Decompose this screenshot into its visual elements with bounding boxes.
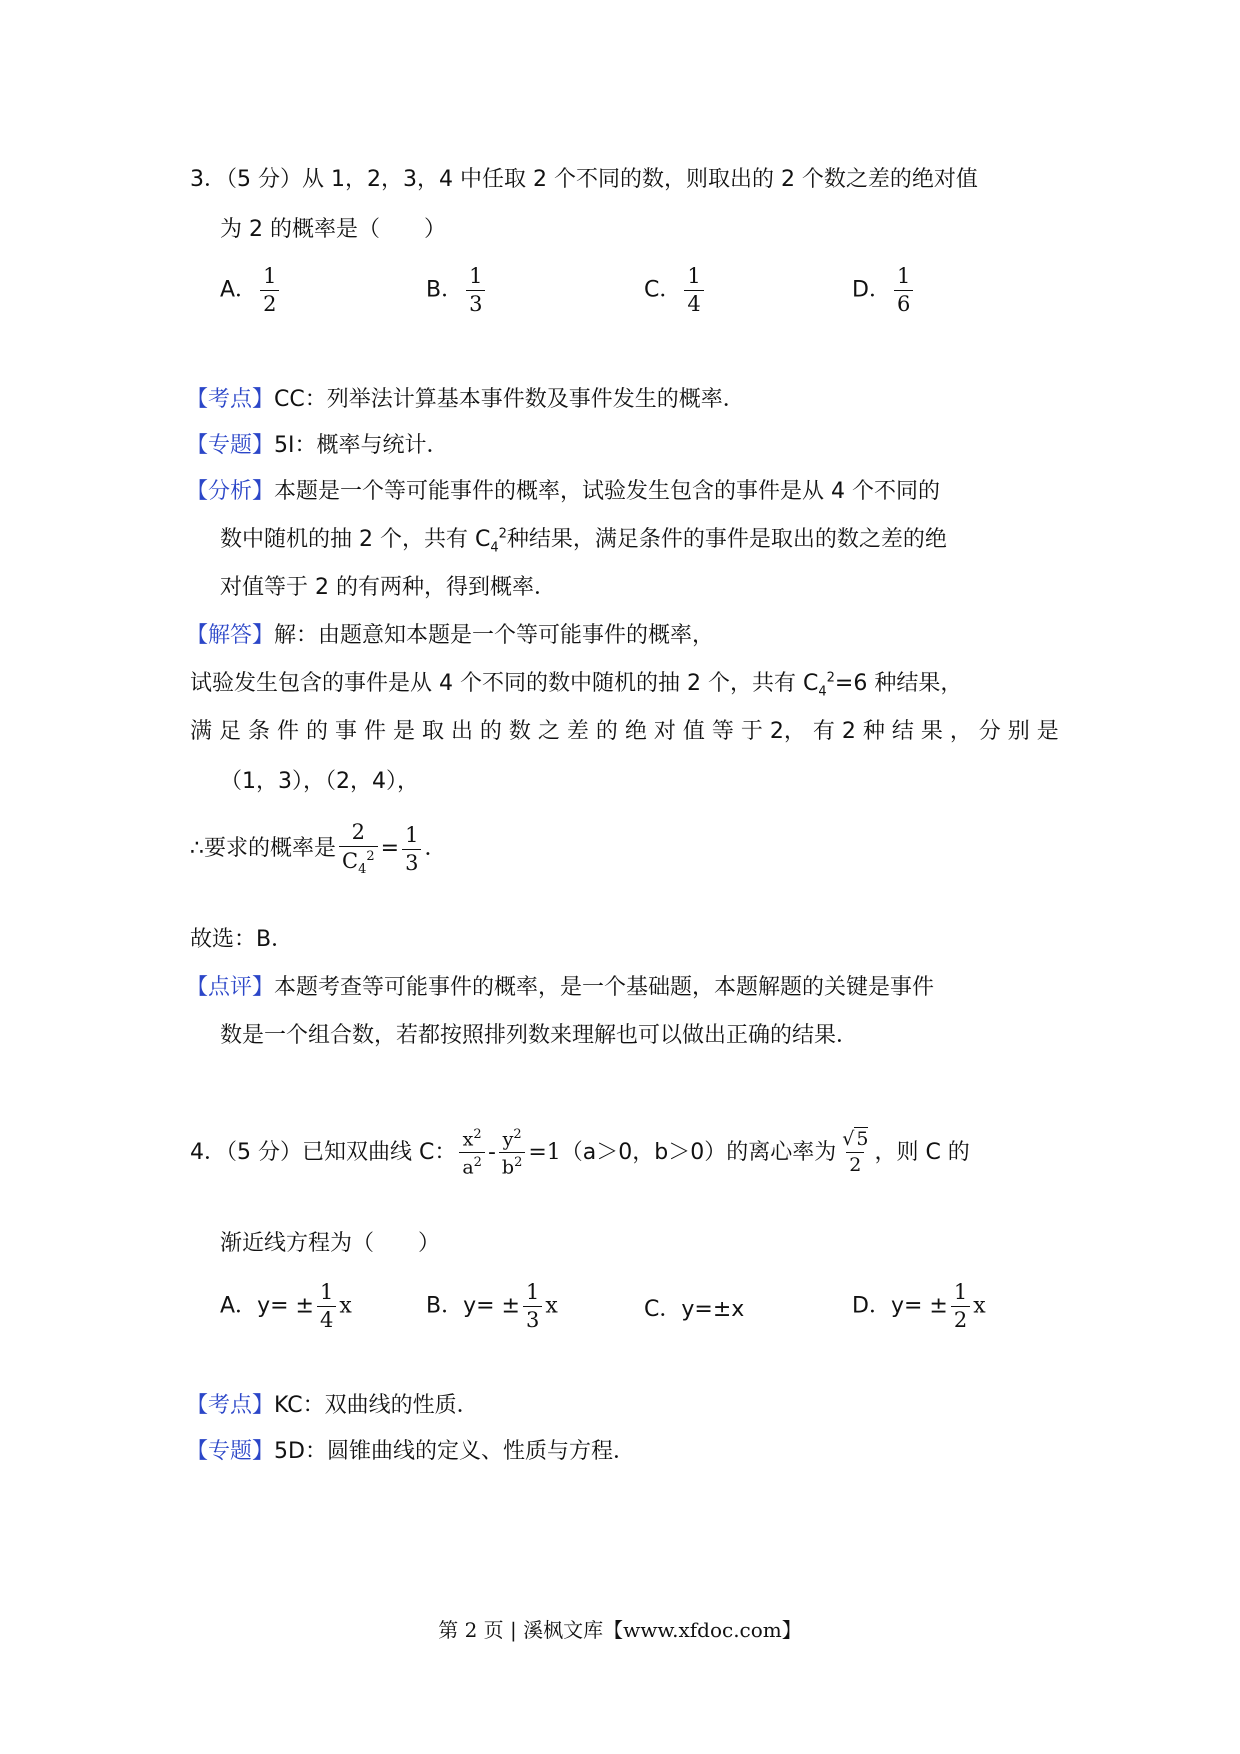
q3-kaodian: 【考点】CC：列举法计算基本事件数及事件发生的概率． (186, 387, 745, 412)
q3-dianping-line2: 数是一个组合数，若都按照排列数来理解也可以做出正确的结果． (220, 1023, 859, 1048)
q3-fenxi-line3: 对值等于 2 的有两种，得到概率． (220, 575, 556, 600)
q3-jieda-line4: （1，3），（2，4）， (220, 769, 419, 794)
q3-option-c: C． $\frac{1}{4}$ (644, 266, 707, 315)
q4-option-b: B．y= ± $\frac{1}{3}$ x (426, 1280, 558, 1332)
q4-option-c: C．y=±x (644, 1297, 745, 1322)
zhuanti-tag: 【专题】 (186, 1439, 275, 1464)
q3-jieda: 【解答】解：由题意知本题是一个等可能事件的概率， (186, 623, 715, 648)
q3-jieda-line3: 满 足 条 件 的 事 件 是 取 出 的 数 之 差 的 绝 对 值 等 于 2， 有 2 种 结 果 ， 分 别 是 (190, 719, 1059, 744)
q3-stem-line2: 为 2 的概率是（ ） (220, 217, 446, 242)
q4-stem-line1: 4．（5 分）已知双曲线 C： $\frac{x^2}{a^2}$ - $\frac{y^2}{b^2}$ =1（a＞0，b＞0）的离心率为 $\frac{√ 5}{2}$ ，则 C 的 (190, 1127, 970, 1179)
q3-zhuanti: 【专题】5I：概率与统计． (186, 433, 449, 458)
jieda-tag: 【解答】 (186, 623, 275, 648)
q3-fenxi-line2: 数中随机的抽 2 个，共有 $C_4^2$种结果，满足条件的事件是取出的数之差的绝 (220, 526, 947, 556)
q3-dianping: 【点评】本题考查等可能事件的概率，是一个基础题，本题解题的关键是事件 (186, 975, 935, 1000)
q3-result: ∴要求的概率是 $\frac{2}{C_4^2}$ = $\frac{1}{3}$ ． (190, 820, 447, 878)
q4-stem-line2: 渐近线方程为（ ） (220, 1231, 441, 1256)
q3-option-d: D． $\frac{1}{6}$ (852, 266, 916, 315)
zhuanti-tag: 【专题】 (186, 433, 275, 458)
fenxi-tag: 【分析】 (186, 479, 275, 504)
q3-stem-line1: 3．（5 分）从 1，2，3，4 中任取 2 个不同的数，则取出的 2 个数之差的绝对值 (190, 167, 978, 192)
q3-fenxi: 【分析】本题是一个等可能事件的概率，试验发生包含的事件是从 4 个不同的 (186, 479, 941, 504)
dianping-tag: 【点评】 (186, 975, 275, 1000)
q4-option-d: D．y= ± $\frac{1}{2}$ x (852, 1280, 986, 1332)
kaodian-tag: 【考点】 (186, 1393, 275, 1418)
q3-jieda-line2: 试验发生包含的事件是从 4 个不同的数中随机的抽 2 个，共有 $C_4^2=6$ 种结果， (190, 670, 963, 700)
q3-option-b: B． $\frac{1}{3}$ (426, 266, 488, 315)
kaodian-tag: 【考点】 (186, 387, 275, 412)
q4-zhuanti: 【专题】5D：圆锥曲线的定义、性质与方程． (186, 1439, 635, 1464)
page-footer: 第 2 页 | 溪枫文库【www.xfdoc.com】 (438, 1618, 802, 1642)
q4-option-a: A．y= ± $\frac{1}{4}$ x (220, 1280, 352, 1332)
q3-option-a: A． $\frac{1}{2}$ (220, 266, 282, 315)
q3-answer: 故选：B． (190, 927, 294, 952)
q4-kaodian: 【考点】KC：双曲线的性质． (186, 1393, 479, 1418)
